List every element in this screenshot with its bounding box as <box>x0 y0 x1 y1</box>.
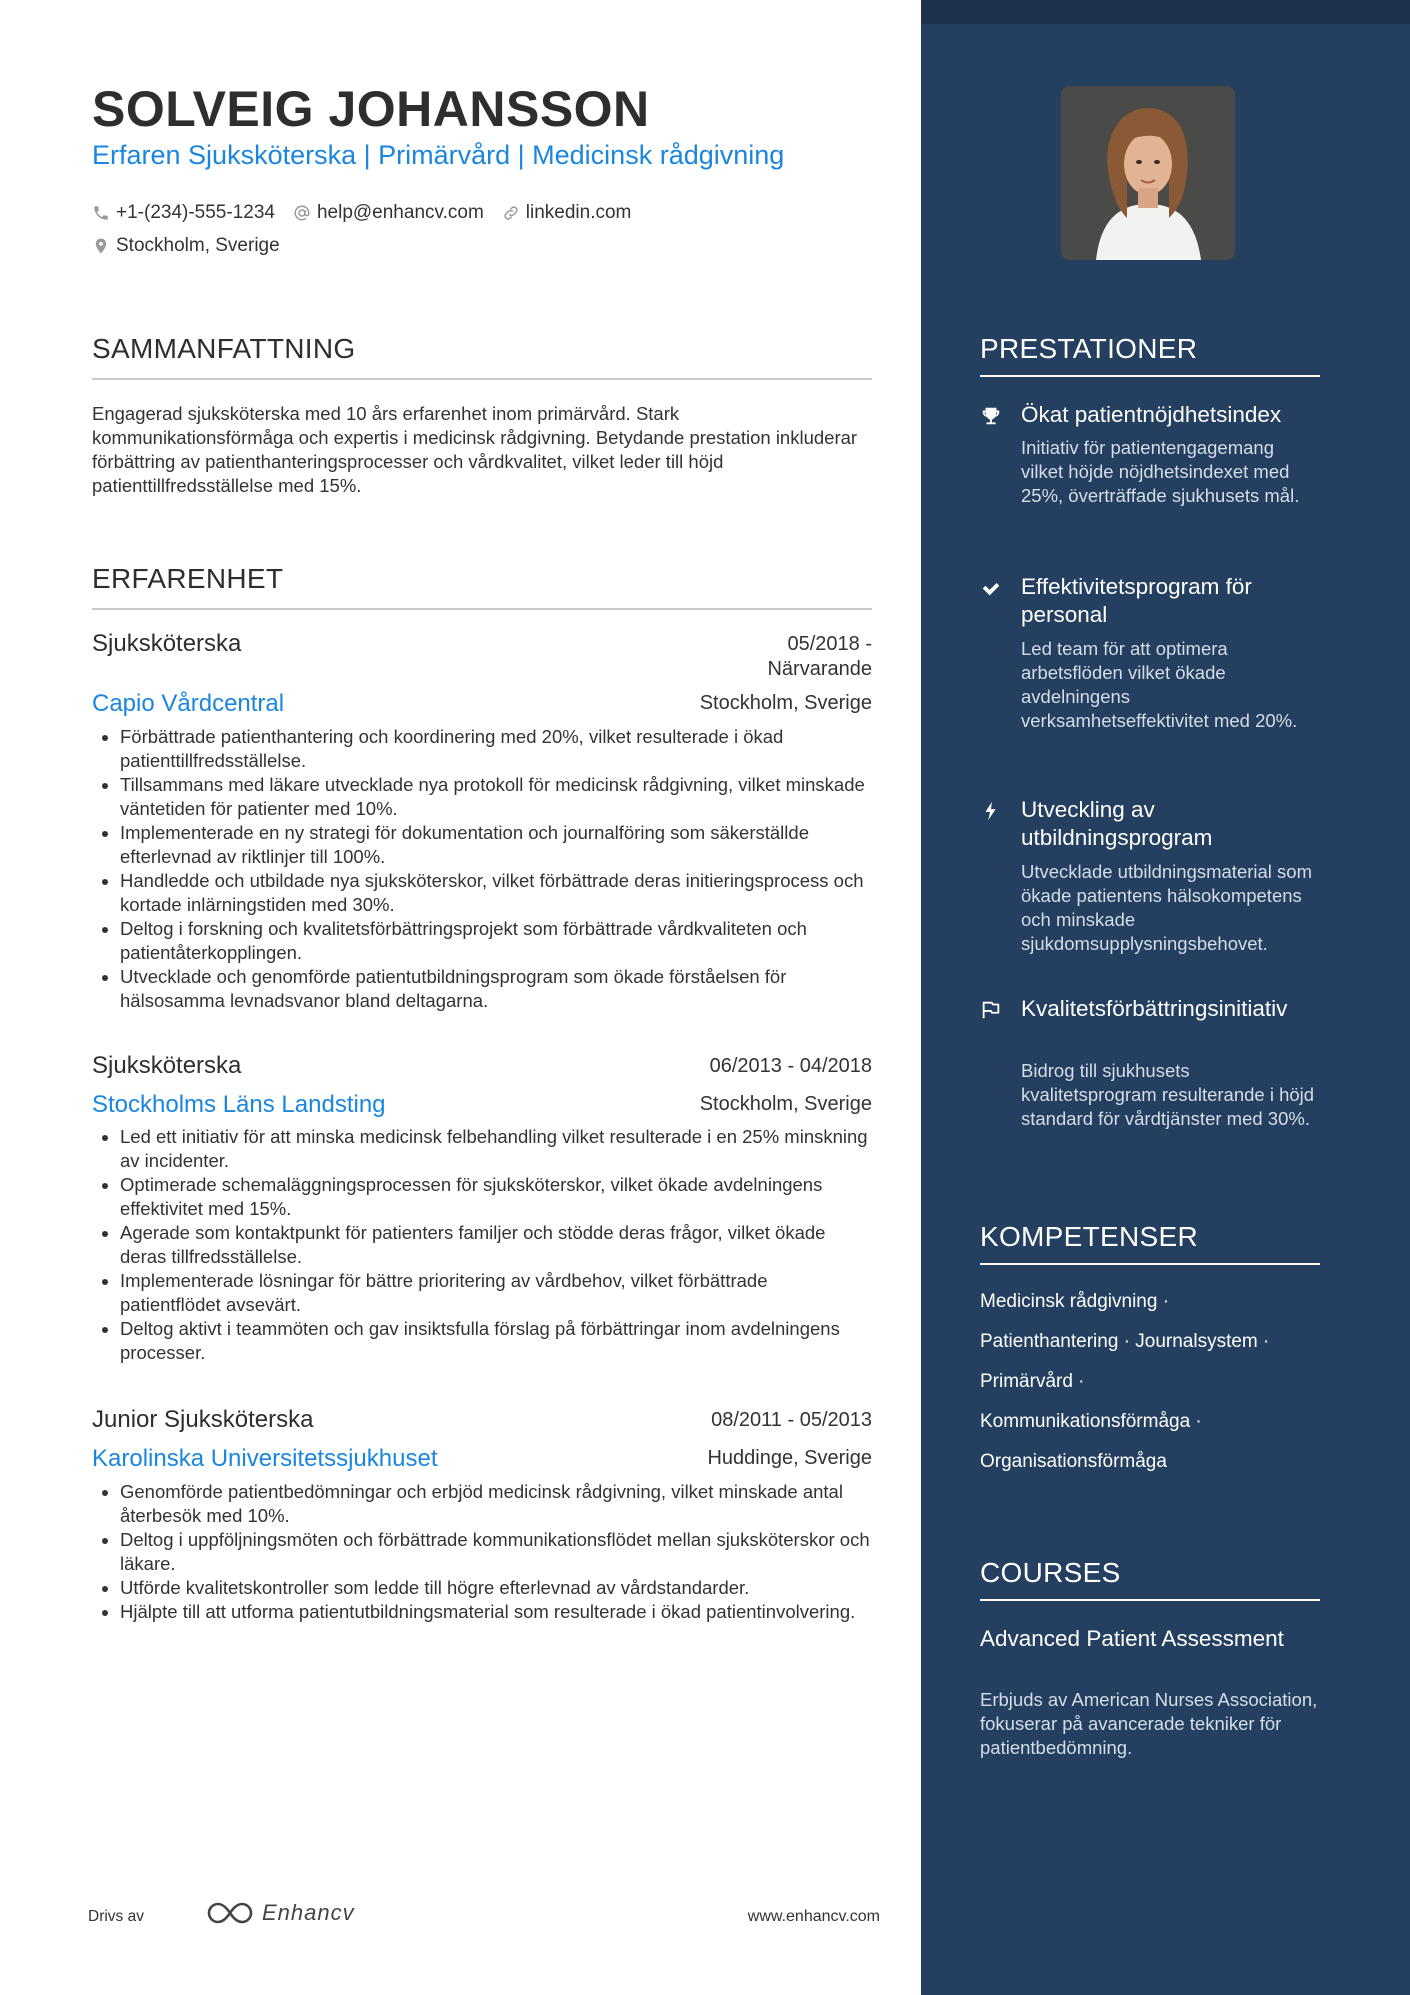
courses-section-header <box>980 1557 1320 1601</box>
email-contact[interactable] <box>293 202 484 224</box>
powered-by-label: Drivs av <box>88 1908 144 1925</box>
job-bullet: • Tillsammans med läkare utvecklade nya protokoll för medicinsk rådgivning, vilket minskade väntetiden för patienter med 10%. <box>120 773 872 821</box>
linkedin-contact[interactable] <box>502 202 632 224</box>
achievement-description: Bidrog till sjukhusets kvalitetsprogram resulterande i höjd standard för vårdtjänster med 30%. <box>1021 1060 1315 1129</box>
achievement-description: Utvecklade utbildningsmaterial som ökade patientens hälsokompetens och minskade sjukdomsupplysningsbehovet. <box>1021 861 1312 954</box>
job-bullet: • Genomförde patientbedömningar och erbjöd medicinsk rådgivning, vilket minskade antal återbesök med 10%. <box>120 1480 872 1528</box>
summary-title: SAMMANFATTNING <box>92 333 356 364</box>
skill-tag: Medicinsk rådgivning · <box>980 1291 1170 1312</box>
job-company: Karolinska Universitetssjukhuset <box>92 1445 438 1472</box>
checkmark-icon <box>980 577 1002 599</box>
achievement-title: Ökat patientnöjdhetsindex <box>1021 402 1282 427</box>
courses-divider <box>980 1599 1320 1601</box>
skills-title: KOMPETENSER <box>980 1221 1199 1252</box>
skills-divider <box>980 1263 1320 1265</box>
phone-contact[interactable] <box>92 202 275 224</box>
job-date: 05/2018 - Närvarande <box>767 633 872 680</box>
course-description: Erbjuds av American Nurses Association, fokuserar på avancerade tekniker för patientbedömning. <box>980 1689 1318 1758</box>
achievement-description: Initiativ för patientengagemang vilket höjde nöjdhetsindexet med 25%, överträffade sjukhusets mål. <box>1021 437 1300 506</box>
candidate-name: SOLVEIG JOHANSSON <box>92 81 650 137</box>
skill-tag: Kommunikationsförmåga · <box>980 1411 1202 1432</box>
job-title: Junior Sjuksköterska <box>92 1406 314 1433</box>
linkedin-text: linkedin.com <box>525 201 632 223</box>
achievement-title: Utveckling av utbildningsprogram <box>1021 797 1213 850</box>
contact-info <box>92 196 649 262</box>
achievement-title: Kvalitetsförbättringsinitiativ <box>1021 996 1288 1021</box>
job-bullet: • Förbättrade patienthantering och koordinering med 20%, vilket resulterade i ökad patienttillfredsställelse. <box>120 725 872 773</box>
job-company: Stockholms Läns Landsting <box>92 1091 386 1118</box>
achievements-section-header <box>980 333 1320 377</box>
achievement-item <box>980 995 1320 1165</box>
sidebar <box>921 0 1410 1995</box>
experience-title: ERFARENHET <box>92 563 284 594</box>
trophy-icon <box>980 405 1002 427</box>
skill-tag: Patienthantering · Journalsystem · <box>980 1331 1270 1352</box>
job-location: Stockholm, Sverige <box>699 692 872 714</box>
headline: Erfaren Sjuksköterska | Primärvård | Medicinsk rådgivning <box>92 140 785 170</box>
job-bullet: • Implementerade lösningar för bättre prioritering av vårdbehov, vilket förbättrade patientflödet avsevärt. <box>120 1269 872 1317</box>
email-text: help@enhancv.com <box>316 201 484 223</box>
job-bullet: • Handledde och utbildade nya sjuksköterskor, vilket förbättrade deras initieringsprocess och kortade inlärningstiden med 30%. <box>120 869 872 917</box>
job-bullet: • Led ett initiativ för att minska medicinsk felbehandling vilket resulterade i en 25% minskning av incidenter. <box>120 1125 872 1173</box>
job-bullet: • Implementerade en ny strategi för dokumentation och journalföring som säkerställde efterlevnad av riktlinjer till 100%. <box>120 821 872 869</box>
job-bullet: • Optimerade schemaläggningsprocessen för sjuksköterskor, vilket ökade avdelningens effektivitet med 15%. <box>120 1173 872 1221</box>
location-text: Stockholm, Sverige <box>116 234 280 256</box>
sidebar-top-band <box>921 0 1410 24</box>
job-date: 06/2013 - 04/2018 <box>709 1055 872 1077</box>
achievement-item <box>980 401 1320 541</box>
phone-icon <box>92 204 110 222</box>
job-entry <box>92 1052 872 1382</box>
enhancv-logo[interactable] <box>206 1900 355 1926</box>
skills-section-header <box>980 1221 1320 1265</box>
achievement-description: Led team för att optimera arbetsflöden vilket ökade avdelningens verksamhetseffektivitet med 20%. <box>1021 638 1298 731</box>
skills-list <box>980 1282 1320 1482</box>
job-bullets <box>92 1125 872 1365</box>
achievement-title: Effektivitetsprogram för personal <box>1021 574 1252 627</box>
achievement-item <box>980 573 1320 763</box>
job-company: Capio Vårdcentral <box>92 690 285 717</box>
job-entry <box>92 630 872 1020</box>
footer <box>88 1898 880 1938</box>
infinity-logo-icon <box>206 1900 254 1926</box>
job-bullet: • Agerade som kontaktpunkt för patienters familjer och stödde deras frågor, vilket ökade deras tillfredsställelse. <box>120 1221 872 1269</box>
job-bullet: • Hjälpte till att utforma patientutbildningsmaterial som resulterade i ökad patientinvolvering. <box>120 1600 872 1624</box>
phone-text: +1-(234)-555-1234 <box>116 201 275 223</box>
achievements-title: PRESTATIONER <box>980 333 1198 364</box>
job-location: Stockholm, Sverige <box>699 1093 872 1115</box>
job-bullet: • Deltog i forskning och kvalitetsförbättringsprojekt som förbättrade vårdkvaliteten och patientåterkopplingen. <box>120 917 872 965</box>
job-bullet: • Deltog i uppföljningsmöten och förbättrade kommunikationsflödet mellan sjuksköterskor och läkare. <box>120 1528 872 1576</box>
job-bullets <box>92 725 872 1013</box>
link-icon <box>502 204 520 222</box>
achievement-item <box>980 796 1320 966</box>
location-pin-icon <box>92 237 110 255</box>
job-bullet: • Deltog aktivt i teammöten och gav insiktsfulla förslag på förbättringar inom avdelningens processer. <box>120 1317 872 1365</box>
summary-text: Engagerad sjuksköterska med 10 års erfarenhet inom primärvård. Stark kommunikationsförmåga och expertis i medicinsk rådgivning. Betydande prestation inkluderar förbättring av patienthanteringsprocesser och vårdkvalitet, vilket leder till höjd patienttillfredsställelse med 15%. <box>92 403 858 496</box>
summary-divider <box>92 378 872 380</box>
experience-divider <box>92 608 872 610</box>
job-location: Huddinge, Sverige <box>707 1447 872 1469</box>
flag-icon <box>980 999 1002 1021</box>
courses-title: COURSES <box>980 1557 1121 1588</box>
skill-tag: Primärvård · <box>980 1371 1085 1392</box>
job-date: 08/2011 - 05/2013 <box>711 1409 872 1431</box>
job-bullet: • Utförde kvalitetskontroller som ledde till högre efterlevnad av vårdstandarder. <box>120 1576 872 1600</box>
job-bullet: • Utvecklade och genomförde patientutbildningsprogram som ökade förståelsen för hälsosamma levnadsvanor bland deltagarna. <box>120 965 872 1013</box>
at-icon <box>293 204 311 222</box>
job-title: Sjuksköterska <box>92 630 242 657</box>
course-title: Advanced Patient Assessment <box>980 1626 1284 1651</box>
lightning-icon <box>980 800 1002 822</box>
achievements-divider <box>980 375 1320 377</box>
profile-photo <box>1061 86 1235 260</box>
skill-tag: Organisationsförmåga <box>980 1451 1167 1472</box>
job-bullets <box>92 1480 872 1624</box>
footer-website[interactable]: www.enhancv.com <box>747 1908 880 1925</box>
location-contact <box>92 235 280 257</box>
job-entry <box>92 1406 872 1656</box>
job-title: Sjuksköterska <box>92 1052 242 1079</box>
brand-name: Enhancv <box>262 1900 355 1925</box>
